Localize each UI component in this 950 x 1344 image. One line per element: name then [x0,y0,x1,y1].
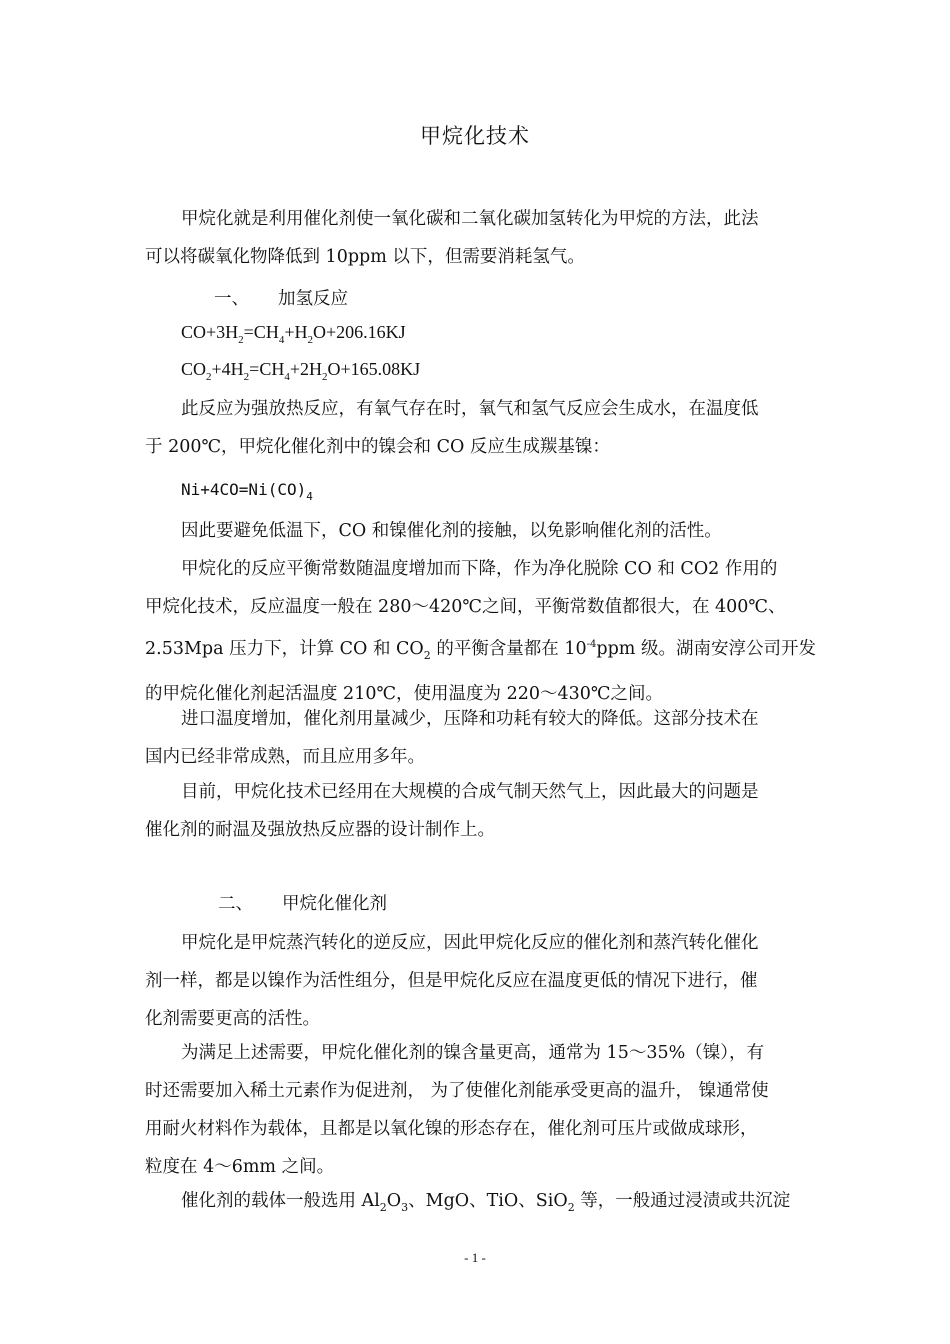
text-line: 国内已经非常成熟，而且应用多年。 [145,747,425,767]
text-line: 的甲烷化催化剂起活温度 210℃，使用温度为 220～430℃之间。 [145,683,663,704]
intro-paragraph [145,200,810,276]
section-2-heading [218,890,387,915]
text-line: 甲烷化的反应平衡常数随温度增加而下降，作为净化脱除 CO 和 CO2 作用的 [181,559,778,579]
section-2-paragraph-3 [145,1182,810,1227]
text-line: 催化剂的载体一般选用 $Al_2O_3$、MgO、TiO、SiO$_2$ 等，一般通过浸渍或共沉淀 [181,1191,791,1214]
reaction-formula-2: $CO_2+4H_2=CH_4+2H_2O+165.08KJ$ [181,359,421,383]
page-number: - 1 - [464,1250,486,1265]
section-1-number: 一、 [214,289,249,309]
section-1-paragraph-2 [145,512,810,550]
intro-line-1: 甲烷化就是利用催化剂使一氧化碳和二氧化碳加氢转化为甲烷的方法，此法 [181,209,759,229]
text-line: 剂一样，都是以镍作为活性组分，但是甲烷化反应在温度更低的情况下进行，催 [145,971,758,991]
section-2-number: 二、 [218,894,253,914]
section-2-paragraph-1 [145,924,810,1038]
section-1-title: 加氢反应 [278,289,348,309]
section-2-title: 甲烷化催化剂 [282,894,387,914]
reaction-formula-1: $CO+3H_2=CH_4+H_2O+206.16KJ$ [181,322,406,346]
text-line: 用耐火材料作为载体，且都是以氧化镍的形态存在，催化剂可压片或做成球形， [145,1119,758,1139]
text-line: 进口温度增加，催化剂用量减少，压降和功耗有较大的降低。这部分技术在 [181,709,759,729]
text-line: 粒度在 4～6mm 之间。 [145,1157,335,1177]
section-1-heading [214,285,348,310]
text-line: 化剂需要更高的活性。 [145,1009,320,1029]
text-line: 2.53Mpa 压力下，计算 CO 和 $CO_2$ 的平衡含量都在 $10^{-4}ppm$ 级。湖南安淳公司开发 [145,638,816,662]
text-line: 时还需要加入稀土元素作为促进剂， 为了使催化剂能承受更高的温升， 镍通常使 [145,1081,769,1101]
text-line: 目前，甲烷化技术已经用在大规模的合成气制天然气上，因此最大的问题是 [181,782,759,802]
text-line: 为满足上述需要，甲烷化催化剂的镍含量更高，通常为 15～35%（镍），有 [181,1043,764,1063]
text-line: 催化剂的耐温及强放热反应器的设计制作上。 [145,820,495,840]
text-line: 甲烷化技术，反应温度一般在 280～420℃之间，平衡常数值都很大，在 400℃、 [145,597,786,617]
section-1-paragraph-5 [145,773,810,849]
text-line: 因此要避免低温下，CO 和镍催化剂的接触，以免影响催化剂的活性。 [181,521,722,541]
section-2-paragraph-2 [145,1034,810,1186]
text-line: 此反应为强放热反应，有氧气存在时，氧气和氢气反应会生成水，在温度低 [181,399,759,419]
text-line: 甲烷化是甲烷蒸汽转化的逆反应，因此甲烷化反应的催化剂和蒸汽转化催化 [181,933,759,953]
section-1-paragraph-1 [145,390,810,466]
intro-line-2: 可以将碳氧化物降低到 10ppm 以下，但需要消耗氢气。 [145,247,585,267]
text-line: 于 200℃，甲烷化催化剂中的镍会和 CO 反应生成羰基镍： [145,437,610,457]
document-title: 甲烷化技术 [420,124,530,148]
section-1-paragraph-3 [145,550,816,713]
section-1-paragraph-4 [145,700,810,776]
nickel-carbonyl-formula: $Ni+4CO=Ni(CO)_4$ [181,480,313,503]
